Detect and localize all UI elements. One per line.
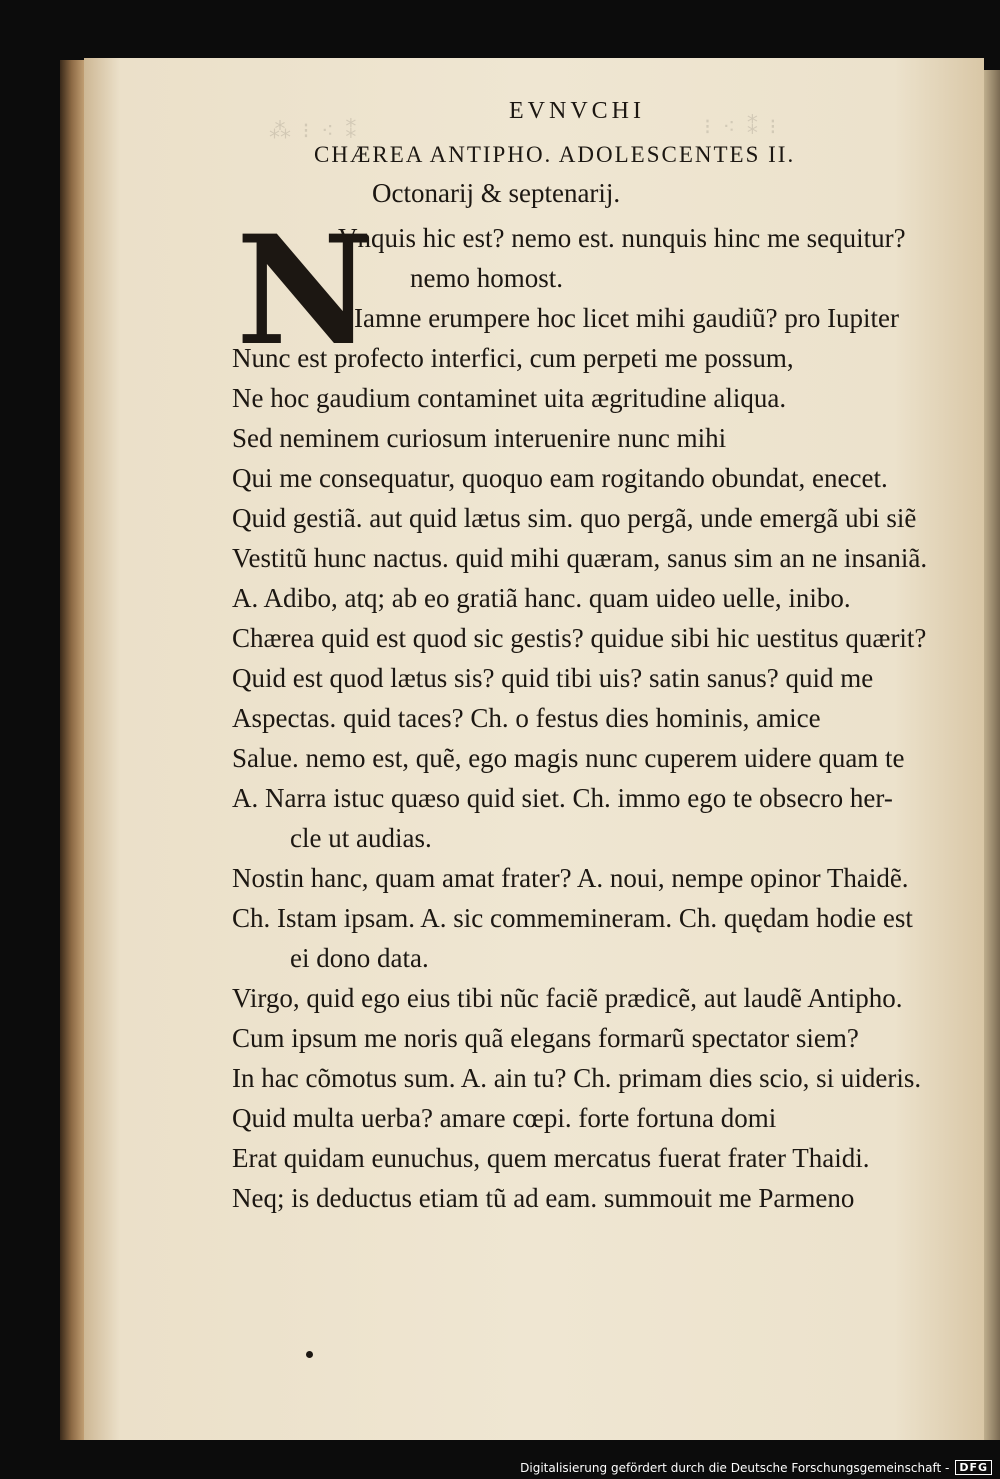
digitization-footer <box>520 1460 992 1475</box>
text-line: Qui me consequatur, quoquo eam rogitando obundat, enecet. <box>232 463 888 493</box>
text-line: Vestitũ hunc nactus. quid mihi quæram, sanus sim an ne insaniã. <box>232 543 928 573</box>
text-line: Aspectas. quid taces? Ch. o festus dies hominis, amice <box>232 703 821 733</box>
text-line: Quid multa uerba? amare cœpi. forte fortuna domi <box>232 1103 777 1133</box>
text-line: Ch. Istam ipsam. A. sic commemineram. Ch. quędam hodie est <box>232 903 913 933</box>
text-line: Iamne erumpere hoc licet mihi gaudiũ? pro Iupiter <box>354 303 900 333</box>
text-line: In hac cõmotus sum. A. ain tu? Ch. primam dies scio, si uideris. <box>232 1063 922 1093</box>
page-mark <box>306 1351 313 1358</box>
text-line: ei dono data. <box>290 943 429 973</box>
text-line: Cum ipsum me noris quã elegans formarũ spectator siem? <box>232 1023 859 1053</box>
text-line: Nostin hanc, quam amat frater? A. noui, nempe opinor Thaidẽ. <box>232 863 909 893</box>
text-line: Nunc est profecto interfici, cum perpeti me possum, <box>232 343 794 373</box>
dfg-logo: DFG <box>955 1460 992 1475</box>
book-page <box>84 58 984 1440</box>
page-edge <box>60 60 86 1440</box>
show-through-text-right: ⁝ ⁖ ⁑ ⁝ <box>704 114 780 139</box>
text-line: A. Adibo, atq; ab eo gratiã hanc. quam uideo uelle, inibo. <box>232 583 851 613</box>
text-line: Ne hoc gaudium contaminet uita ægritudine aliqua. <box>232 383 787 413</box>
text-line: Quid est quod lætus sis? quid tibi uis? satin sanus? quid me <box>232 663 874 693</box>
text-line: A. Narra istuc quæso quid siet. Ch. immo ego te obsecro her- <box>232 783 893 813</box>
text-line: nemo homost. <box>410 263 563 293</box>
text-line: Salue. nemo est, quẽ, ego magis nunc cuperem uidere quam te <box>232 743 905 773</box>
running-head: EVNVCHI <box>509 98 645 124</box>
text-line: Quid gestiã. aut quid lætus sim. quo pergã, unde emergã ubi siẽ <box>232 503 917 533</box>
text-line: Sed neminem curiosum interuenire nunc mihi <box>232 423 727 453</box>
text-line: Virgo, quid ego eius tibi nũc faciẽ prædicẽ, aut laudẽ Antipho. <box>232 983 903 1013</box>
text-line: Erat quidam eunuchus, quem mercatus fuerat frater Thaidi. <box>232 1143 870 1173</box>
scene-heading: CHÆREA ANTIPHO. ADOLESCENTES II. <box>314 142 796 167</box>
meter-line: Octonarij & septenarij. <box>372 178 621 208</box>
footer-text: Digitalisierung gefördert durch die Deutsche Forschungsgemeinschaft - <box>520 1460 950 1475</box>
text-line: cle ut audias. <box>290 823 432 853</box>
text-line: Neq; is deductus etiam tũ ad eam. summouit me Parmeno <box>232 1183 855 1213</box>
facing-page-edge <box>984 70 1000 1440</box>
text-line: Chærea quid est quod sic gestis? quidue sibi hic uestitus quærit? <box>232 623 927 653</box>
text-line: Vnquis hic est? nemo est. nunquis hinc me sequitur? <box>338 223 906 253</box>
drop-cap: N <box>236 203 374 379</box>
show-through-text: ⁂ ⁝ ⁖ ⁑ <box>269 118 360 143</box>
